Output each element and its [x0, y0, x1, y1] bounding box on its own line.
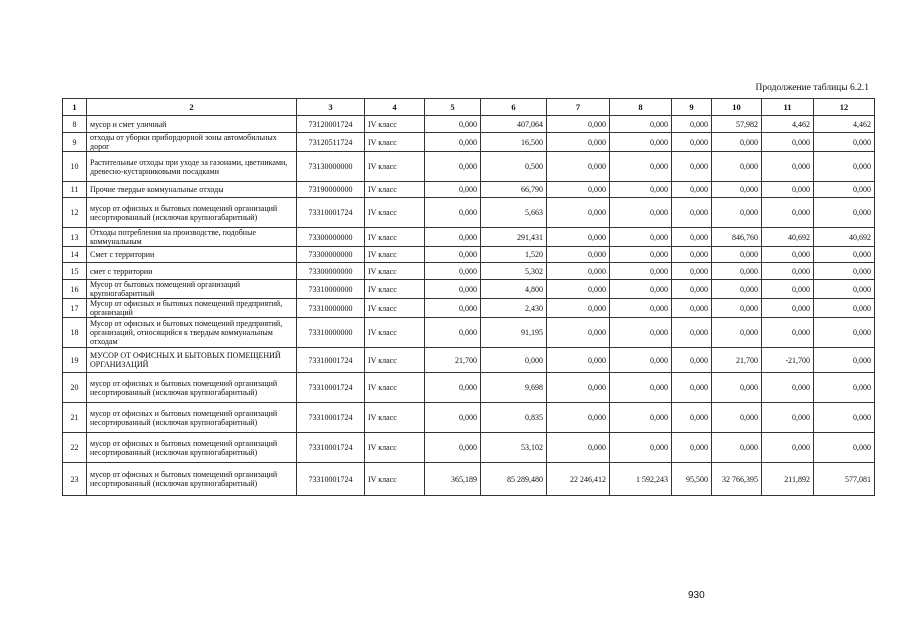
page-number: 930 [688, 590, 705, 601]
waste-name-cell: мусор и смет уличный [87, 116, 297, 133]
value-cell: 2,430 [481, 299, 547, 318]
value-cell: 0,000 [762, 198, 814, 228]
value-cell: 0,000 [814, 433, 875, 463]
row-number-cell: 12 [63, 198, 87, 228]
value-cell: 22 246,412 [547, 463, 610, 496]
value-cell: 0,000 [610, 116, 672, 133]
fkko-code-cell: 73310001724 [297, 403, 365, 433]
value-cell: 0,000 [547, 433, 610, 463]
value-cell: 0,000 [672, 299, 712, 318]
value-cell: 0,000 [814, 182, 875, 198]
value-cell: 0,000 [712, 433, 762, 463]
fkko-code-cell: 73310000000 [297, 299, 365, 318]
value-cell: 0,000 [672, 198, 712, 228]
fkko-code-cell: 73310000000 [297, 318, 365, 348]
value-cell: 0,000 [762, 182, 814, 198]
waste-name-cell: мусор от офисных и бытовых помещений организаций несортированный (исключая крупногабаритный) [87, 403, 297, 433]
column-header: 3 [297, 99, 365, 116]
waste-name-cell: Растительные отходы при уходе за газонами, цветниками, древесно-кустарниковыми посадками [87, 152, 297, 182]
hazard-class-cell: IV класс [365, 373, 425, 403]
row-number-cell: 21 [63, 403, 87, 433]
fkko-code-cell: 73300000000 [297, 263, 365, 280]
value-cell: 0,000 [762, 299, 814, 318]
value-cell: 40,692 [762, 228, 814, 247]
value-cell: 0,000 [425, 198, 481, 228]
table-row [63, 228, 875, 247]
value-cell: 0,000 [610, 198, 672, 228]
hazard-class-cell: IV класс [365, 348, 425, 373]
value-cell: 577,081 [814, 463, 875, 496]
waste-name-cell: мусор от офисных и бытовых помещений организаций несортированный (исключая крупногабаритный) [87, 463, 297, 496]
value-cell: 0,000 [672, 280, 712, 299]
value-cell: 0,000 [547, 198, 610, 228]
row-number-cell: 18 [63, 318, 87, 348]
fkko-code-cell: 73130000000 [297, 152, 365, 182]
value-cell: 846,760 [712, 228, 762, 247]
row-number-cell: 17 [63, 299, 87, 318]
hazard-class-cell: IV класс [365, 182, 425, 198]
value-cell: 0,000 [425, 403, 481, 433]
hazard-class-cell: IV класс [365, 280, 425, 299]
value-cell: 0,000 [762, 403, 814, 433]
value-cell: 0,000 [762, 280, 814, 299]
value-cell: 0,000 [814, 318, 875, 348]
value-cell: 0,000 [672, 133, 712, 152]
value-cell: 1 592,243 [610, 463, 672, 496]
fkko-code-cell: 73310001724 [297, 463, 365, 496]
value-cell: 0,000 [425, 318, 481, 348]
column-header: 4 [365, 99, 425, 116]
table-row [63, 198, 875, 228]
waste-name-cell: мусор от офисных и бытовых помещений организаций несортированный (исключая крупногабаритный) [87, 433, 297, 463]
value-cell: 0,000 [672, 263, 712, 280]
value-cell: -21,700 [762, 348, 814, 373]
table-row [63, 403, 875, 433]
value-cell: 0,000 [814, 299, 875, 318]
value-cell: 0,000 [712, 263, 762, 280]
value-cell: 0,000 [672, 318, 712, 348]
waste-name-cell: Прочие твердые коммунальные отходы [87, 182, 297, 198]
value-cell: 0,000 [610, 182, 672, 198]
table-row [63, 463, 875, 496]
column-header: 2 [87, 99, 297, 116]
value-cell: 0,000 [610, 299, 672, 318]
value-cell: 0,000 [712, 133, 762, 152]
waste-name-cell: мусор от офисных и бытовых помещений организаций несортированный (исключая крупногабаритный) [87, 198, 297, 228]
value-cell: 0,000 [762, 152, 814, 182]
value-cell: 0,000 [610, 247, 672, 263]
table-row [63, 433, 875, 463]
value-cell: 0,000 [610, 318, 672, 348]
fkko-code-cell: 73310001724 [297, 433, 365, 463]
hazard-class-cell: IV класс [365, 433, 425, 463]
value-cell: 0,000 [672, 348, 712, 373]
hazard-class-cell: IV класс [365, 116, 425, 133]
value-cell: 21,700 [712, 348, 762, 373]
row-number-cell: 9 [63, 133, 87, 152]
table-header-row [63, 99, 875, 116]
column-header: 7 [547, 99, 610, 116]
value-cell: 4,800 [481, 280, 547, 299]
hazard-class-cell: IV класс [365, 152, 425, 182]
value-cell: 32 766,395 [712, 463, 762, 496]
value-cell: 0,000 [814, 263, 875, 280]
value-cell: 4,462 [762, 116, 814, 133]
value-cell: 0,000 [814, 373, 875, 403]
table-row [63, 299, 875, 318]
fkko-code-cell: 73310001724 [297, 348, 365, 373]
value-cell: 0,000 [547, 373, 610, 403]
value-cell: 0,000 [762, 318, 814, 348]
value-cell: 0,000 [547, 116, 610, 133]
row-number-cell: 16 [63, 280, 87, 299]
value-cell: 0,000 [814, 133, 875, 152]
value-cell: 0,000 [425, 133, 481, 152]
waste-name-cell: Мусор от офисных и бытовых помещений предприятий, организаций, относящийся к твердым коммунальным отходам [87, 318, 297, 348]
hazard-class-cell: IV класс [365, 318, 425, 348]
value-cell: 0,000 [814, 247, 875, 263]
value-cell: 0,000 [547, 263, 610, 280]
column-header: 10 [712, 99, 762, 116]
column-header: 9 [672, 99, 712, 116]
hazard-class-cell: IV класс [365, 403, 425, 433]
value-cell: 0,000 [610, 263, 672, 280]
value-cell: 0,000 [610, 152, 672, 182]
value-cell: 9,698 [481, 373, 547, 403]
table-row [63, 318, 875, 348]
value-cell: 0,000 [672, 116, 712, 133]
value-cell: 0,000 [672, 373, 712, 403]
hazard-class-cell: IV класс [365, 463, 425, 496]
row-number-cell: 15 [63, 263, 87, 280]
hazard-class-cell: IV класс [365, 299, 425, 318]
row-number-cell: 22 [63, 433, 87, 463]
value-cell: 0,835 [481, 403, 547, 433]
value-cell: 0,000 [425, 433, 481, 463]
value-cell: 0,000 [762, 433, 814, 463]
waste-name-cell: Мусор от офисных и бытовых помещений предприятий, организаций [87, 299, 297, 318]
table-caption: Продолжение таблицы 6.2.1 [755, 83, 869, 93]
value-cell: 5,302 [481, 263, 547, 280]
value-cell: 0,000 [672, 433, 712, 463]
value-cell: 0,000 [425, 373, 481, 403]
value-cell: 95,500 [672, 463, 712, 496]
value-cell: 0,000 [425, 152, 481, 182]
waste-name-cell: Смет с территории [87, 247, 297, 263]
table-row [63, 280, 875, 299]
value-cell: 407,064 [481, 116, 547, 133]
value-cell: 21,700 [425, 348, 481, 373]
value-cell: 0,000 [610, 403, 672, 433]
table-row [63, 373, 875, 403]
column-header: 12 [814, 99, 875, 116]
value-cell: 0,000 [814, 198, 875, 228]
waste-name-cell: МУСОР ОТ ОФИСНЫХ И БЫТОВЫХ ПОМЕЩЕНИЙ ОРГАНИЗАЦИЙ [87, 348, 297, 373]
hazard-class-cell: IV класс [365, 247, 425, 263]
waste-name-cell: отходы от уборки прибордюрной зоны автомобильных дорог [87, 133, 297, 152]
value-cell: 0,000 [762, 373, 814, 403]
table-row [63, 152, 875, 182]
table-row [63, 263, 875, 280]
value-cell: 0,000 [425, 182, 481, 198]
value-cell: 0,000 [672, 228, 712, 247]
fkko-code-cell: 73120511724 [297, 133, 365, 152]
waste-name-cell: смет с территории [87, 263, 297, 280]
value-cell: 0,000 [425, 299, 481, 318]
value-cell: 0,000 [762, 133, 814, 152]
table-row [63, 348, 875, 373]
row-number-cell: 13 [63, 228, 87, 247]
value-cell: 0,000 [547, 348, 610, 373]
value-cell: 365,189 [425, 463, 481, 496]
fkko-code-cell: 73310000000 [297, 280, 365, 299]
value-cell: 0,000 [425, 228, 481, 247]
value-cell: 0,000 [547, 152, 610, 182]
fkko-code-cell: 73300000000 [297, 247, 365, 263]
row-number-cell: 8 [63, 116, 87, 133]
value-cell: 0,000 [672, 152, 712, 182]
value-cell: 0,000 [814, 152, 875, 182]
column-header: 8 [610, 99, 672, 116]
fkko-code-cell: 73310001724 [297, 198, 365, 228]
value-cell: 40,692 [814, 228, 875, 247]
value-cell: 0,000 [610, 373, 672, 403]
value-cell: 0,000 [762, 247, 814, 263]
waste-name-cell: Мусор от бытовых помещений организаций крупногабаритный [87, 280, 297, 299]
table-row [63, 116, 875, 133]
value-cell: 57,982 [712, 116, 762, 133]
value-cell: 0,000 [610, 433, 672, 463]
value-cell: 0,000 [762, 263, 814, 280]
value-cell: 0,000 [610, 280, 672, 299]
column-header: 6 [481, 99, 547, 116]
value-cell: 0,000 [712, 373, 762, 403]
column-header: 5 [425, 99, 481, 116]
hazard-class-cell: IV класс [365, 263, 425, 280]
hazard-class-cell: IV класс [365, 198, 425, 228]
hazard-class-cell: IV класс [365, 133, 425, 152]
fkko-code-cell: 73300000000 [297, 228, 365, 247]
row-number-cell: 10 [63, 152, 87, 182]
value-cell: 0,000 [481, 348, 547, 373]
value-cell: 0,000 [672, 403, 712, 433]
value-cell: 0,000 [547, 403, 610, 433]
table-row [63, 182, 875, 198]
column-header: 1 [63, 99, 87, 116]
value-cell: 16,500 [481, 133, 547, 152]
value-cell: 291,431 [481, 228, 547, 247]
value-cell: 0,000 [547, 299, 610, 318]
value-cell: 0,000 [712, 198, 762, 228]
value-cell: 0,000 [712, 280, 762, 299]
waste-name-cell: мусор от офисных и бытовых помещений организаций несортированный (исключая крупногабаритный) [87, 373, 297, 403]
value-cell: 0,000 [712, 403, 762, 433]
row-number-cell: 14 [63, 247, 87, 263]
value-cell: 0,000 [425, 247, 481, 263]
value-cell: 0,000 [547, 133, 610, 152]
value-cell: 91,195 [481, 318, 547, 348]
value-cell: 0,000 [425, 116, 481, 133]
value-cell: 4,462 [814, 116, 875, 133]
fkko-code-cell: 73190000000 [297, 182, 365, 198]
value-cell: 66,790 [481, 182, 547, 198]
value-cell: 0,000 [547, 318, 610, 348]
value-cell: 1,520 [481, 247, 547, 263]
value-cell: 0,000 [610, 348, 672, 373]
value-cell: 0,000 [672, 247, 712, 263]
row-number-cell: 11 [63, 182, 87, 198]
value-cell: 53,102 [481, 433, 547, 463]
waste-table [62, 98, 875, 496]
value-cell: 0,000 [547, 280, 610, 299]
value-cell: 0,000 [814, 280, 875, 299]
value-cell: 0,000 [712, 152, 762, 182]
row-number-cell: 19 [63, 348, 87, 373]
value-cell: 0,000 [712, 247, 762, 263]
table-row [63, 133, 875, 152]
fkko-code-cell: 73310001724 [297, 373, 365, 403]
value-cell: 0,000 [425, 280, 481, 299]
fkko-code-cell: 73120001724 [297, 116, 365, 133]
value-cell: 0,000 [547, 182, 610, 198]
value-cell: 0,000 [425, 263, 481, 280]
column-header: 11 [762, 99, 814, 116]
value-cell: 0,000 [814, 403, 875, 433]
value-cell: 0,000 [672, 182, 712, 198]
value-cell: 0,500 [481, 152, 547, 182]
value-cell: 0,000 [712, 182, 762, 198]
row-number-cell: 20 [63, 373, 87, 403]
hazard-class-cell: IV класс [365, 228, 425, 247]
value-cell: 85 289,480 [481, 463, 547, 496]
value-cell: 0,000 [712, 318, 762, 348]
waste-name-cell: Отходы потребления на производстве, подобные коммунальным [87, 228, 297, 247]
row-number-cell: 23 [63, 463, 87, 496]
value-cell: 0,000 [610, 228, 672, 247]
value-cell: 0,000 [547, 247, 610, 263]
value-cell: 0,000 [814, 348, 875, 373]
value-cell: 5,663 [481, 198, 547, 228]
value-cell: 0,000 [712, 299, 762, 318]
value-cell: 0,000 [547, 228, 610, 247]
value-cell: 211,892 [762, 463, 814, 496]
value-cell: 0,000 [610, 133, 672, 152]
table-row [63, 247, 875, 263]
